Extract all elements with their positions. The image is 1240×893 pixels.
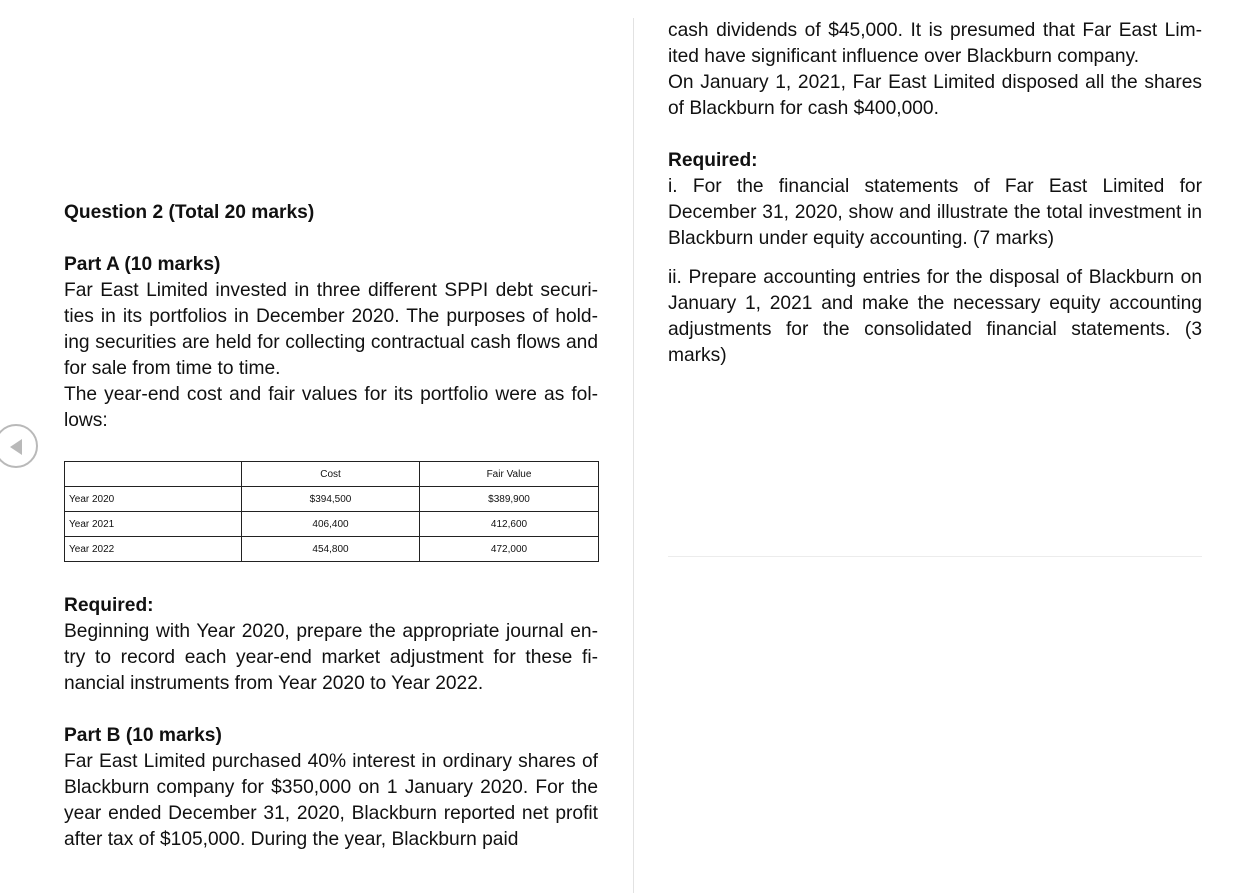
table-cell-cost: $394,500: [242, 487, 420, 512]
table-cell-year: Year 2022: [65, 537, 242, 562]
table-row: [65, 512, 599, 537]
part-b-requirement-ii: ii. Prepare accounting entries for the disposal of Blackburn on January 1, 2021 and make the necessary equity accounting adjustments for the consolidated financial statements. (3 marks): [668, 267, 1202, 366]
part-b-required-heading: Required:: [668, 150, 758, 171]
table-header-cell: [65, 462, 242, 487]
left-column: [64, 200, 598, 434]
table-cell-fair-value: 472,000: [420, 537, 599, 562]
part-a-required-heading: Required:: [64, 595, 154, 616]
table-cell-year: Year 2020: [65, 487, 242, 512]
table-cell-year: Year 2021: [65, 512, 242, 537]
previous-page-button[interactable]: [0, 424, 38, 468]
part-b-paragraph-1: Far East Limited purchased 40% interest in ordinary shares of Blackburn company for $350,000 on 1 January 2020. For the year ended December 31, 2020, Blackburn reported net profit after tax of $105,000. During the year, Blackburn paid: [64, 751, 598, 850]
left-column-lower: [64, 593, 598, 853]
cost-fair-value-table: [64, 461, 599, 562]
column-divider: [633, 18, 634, 893]
part-a-paragraph-1: Far East Limited invested in three different SPPI debt securi-ties in its portfolios in December 2020. The purposes of hold-ing securities are held for collecting contractual cash flows and for sale from time to time.: [64, 280, 598, 379]
table-header-cell: Cost: [242, 462, 420, 487]
chevron-left-icon: [8, 437, 24, 457]
part-b-requirement-i: i. For the financial statements of Far East Limited for December 31, 2020, show and illustrate the total investment in Blackburn under equity accounting. (7 marks): [668, 176, 1202, 249]
table-header-row: [65, 462, 599, 487]
part-a-heading: Part A (10 marks): [64, 254, 221, 275]
table-row: [65, 537, 599, 562]
table-cell-cost: 454,800: [242, 537, 420, 562]
part-b-paragraph-1-continued: cash dividends of $45,000. It is presumed that Far East Lim-ited have significant influence over Blackburn company.: [668, 20, 1202, 67]
part-a-required-text: Beginning with Year 2020, prepare the appropriate journal en-try to record each year-end market adjustment for these fi-nancial instruments from Year 2020 to Year 2022.: [64, 621, 598, 694]
table-header-cell: Fair Value: [420, 462, 599, 487]
footer-rule: [668, 556, 1202, 557]
table-cell-cost: 406,400: [242, 512, 420, 537]
table-cell-fair-value: $389,900: [420, 487, 599, 512]
table-row: [65, 487, 599, 512]
part-a-paragraph-2: The year-end cost and fair values for its portfolio were as fol-lows:: [64, 384, 598, 431]
question-title: Question 2 (Total 20 marks): [64, 202, 315, 223]
part-b-paragraph-2: On January 1, 2021, Far East Limited disposed all the shares of Blackburn for cash $400,000.: [668, 72, 1202, 119]
table-cell-fair-value: 412,600: [420, 512, 599, 537]
part-b-heading: Part B (10 marks): [64, 725, 222, 746]
right-column: [668, 18, 1202, 369]
